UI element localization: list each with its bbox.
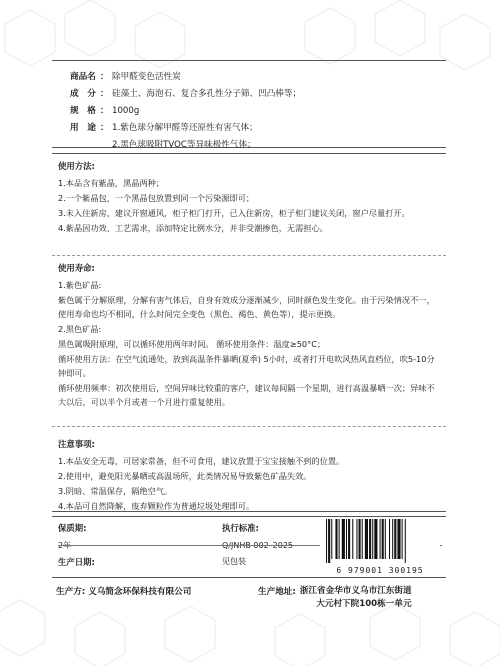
product-spec-panel: [52, 60, 446, 148]
shelf-life-value: 2年: [58, 541, 72, 550]
notes-line: 2.使用中，避免阳光暴晒或高温场所，此类情况易导致紫色矿晶失效。: [58, 471, 312, 481]
notes-line: 4.本品可自然降解，废弃颗粒作为普通垃圾处理即可。: [58, 501, 255, 511]
address-value: [300, 585, 412, 611]
barcode-bar: [335, 519, 337, 559]
colon: ：: [100, 106, 109, 116]
size-value: 1000g: [112, 106, 140, 116]
notes-line: 1.本品安全无毒，可居家常备，但不可食用，建议放置于宝宝接触不到的位置。: [58, 456, 345, 466]
address-label: 生产地址:: [258, 587, 296, 597]
producer-value: 义乌简念环保科技有限公司: [88, 587, 192, 597]
address-line: 大元村下院100栋一单元: [316, 599, 412, 609]
barcode-bar: [348, 519, 350, 559]
barcode-bar: [356, 519, 357, 559]
usage-line: 4.紫晶因功效、工艺需求，添加特定比例水分，并非受潮掺色，无需担心。: [58, 223, 328, 233]
barcode-bar: [362, 519, 363, 559]
colon: ：: [100, 89, 109, 99]
barcode-bar: [365, 519, 368, 559]
size-label: 规 格: [70, 106, 96, 116]
barcode-bar: [405, 519, 406, 563]
barcode-bar: [402, 519, 403, 559]
barcode-bar: [382, 519, 384, 559]
product-name-value: 除甲醛变色活性炭: [112, 72, 181, 82]
standard-value: Q/JNHB 002–2025: [222, 541, 294, 550]
use-values: [112, 122, 446, 156]
standard-label: 执行标准:: [222, 523, 259, 533]
barcode-bar: [385, 519, 386, 559]
product-name-label: 商品名: [70, 72, 96, 82]
service-life-body: [52, 278, 446, 409]
service-life-line: 紫色属于分解原理，分解有害气体后，自身有效成分逐渐减少，同时颜色发生变化。由于污染情况不一，使用寿命也均不相同，什么时间完全变色（黑色、褐色、黄色等），提示更换。: [58, 295, 435, 319]
barcode-bar: [331, 519, 332, 559]
notes-section: [52, 432, 446, 512]
barcode-bar: [380, 519, 381, 559]
service-life-section: [52, 255, 446, 427]
barcode-bar: [328, 519, 330, 563]
ingredients-value: 硅藻土、海泡石、复合多孔性分子筛、凹凸棒等；: [112, 89, 302, 99]
barcode: [320, 517, 440, 575]
barcode-bars: [320, 517, 440, 563]
notes-body: [52, 454, 446, 513]
spec-row-product: [70, 71, 446, 88]
barcode-bar: [352, 519, 353, 559]
barcode-bar: [359, 519, 361, 559]
usage-line: 2.一个紫晶包，一个黑晶包放置到同一个污染源即可；: [58, 193, 255, 203]
barcode-bar: [369, 519, 371, 559]
usage-body: [52, 176, 446, 235]
use-item: 1.紫色球分解甲醛等还原性有害气体；: [112, 123, 258, 133]
see-package-text: 见包装: [222, 557, 246, 566]
notes-line: 3.阴暗、常温保存，隔绝空气。: [58, 486, 173, 496]
colon: ：: [100, 123, 109, 133]
service-life-line: 循环使用方法：在空气流通处，放到高温条件暴晒(夏季) 5小时，或者打开电吹风热风直档位，吹5-10分钟即可。: [58, 354, 435, 378]
producer-info: [56, 585, 191, 597]
ingredients-label: 成 分: [70, 89, 96, 99]
service-life-title: 使用寿命:: [58, 263, 95, 273]
barcode-bar: [392, 519, 393, 559]
barcode-bar: [339, 519, 340, 559]
barcode-number: 6 979001 300195: [336, 566, 424, 575]
spec-row-ingredients: [70, 88, 446, 105]
notes-title: 注意事项:: [58, 439, 95, 449]
usage-section: [52, 153, 446, 249]
production-date-label: 生产日期:: [58, 557, 95, 567]
barcode-bar: [389, 519, 390, 559]
usage-title: 使用方法:: [58, 161, 95, 171]
barcode-bar: [326, 519, 327, 563]
colon: ：: [100, 72, 109, 82]
use-item: 2.黑色球吸附TVOC等异味极性气体；: [112, 140, 256, 150]
producer-label: 生产方:: [56, 587, 86, 597]
barcode-bar: [372, 519, 373, 559]
address-line: 浙江省金华市义乌市江东街道: [299, 586, 412, 596]
barcode-bar: [374, 519, 377, 559]
service-life-line: 循环使用频率：初次使用后，空间异味比较重的客户，建议每间隔一个星期，进行高温暴晒一次；异味不大以后，可以半个月或者一个月进行重复使用。: [58, 383, 435, 407]
shelf-life-label: 保质期:: [58, 523, 87, 533]
barcode-bar: [342, 519, 345, 559]
spec-row-use: [70, 122, 446, 156]
use-label: 用 途: [70, 123, 96, 133]
barcode-bar: [346, 519, 347, 559]
barcode-bar: [397, 519, 400, 559]
usage-line: 3.未入住新房，建议开窗通风，柜子柜门打开，已入住新房，柜子柜门建议关闭，窗户尽量打开。: [58, 208, 410, 218]
service-life-line: 2.黑色矿晶:: [58, 324, 102, 334]
service-life-line: 黑色属吸附原理，可以循环使用两年时间。 循环使用条件：温度≥50°C；: [58, 339, 326, 349]
service-life-line: 1.紫色矿晶:: [58, 280, 102, 290]
barcode-bar: [394, 519, 396, 559]
spec-row-size: [70, 105, 446, 122]
footer-info-panel: [52, 516, 446, 578]
address-info: [258, 585, 412, 611]
usage-line: 1.本品含有紫晶，黑晶两种；: [58, 178, 165, 188]
